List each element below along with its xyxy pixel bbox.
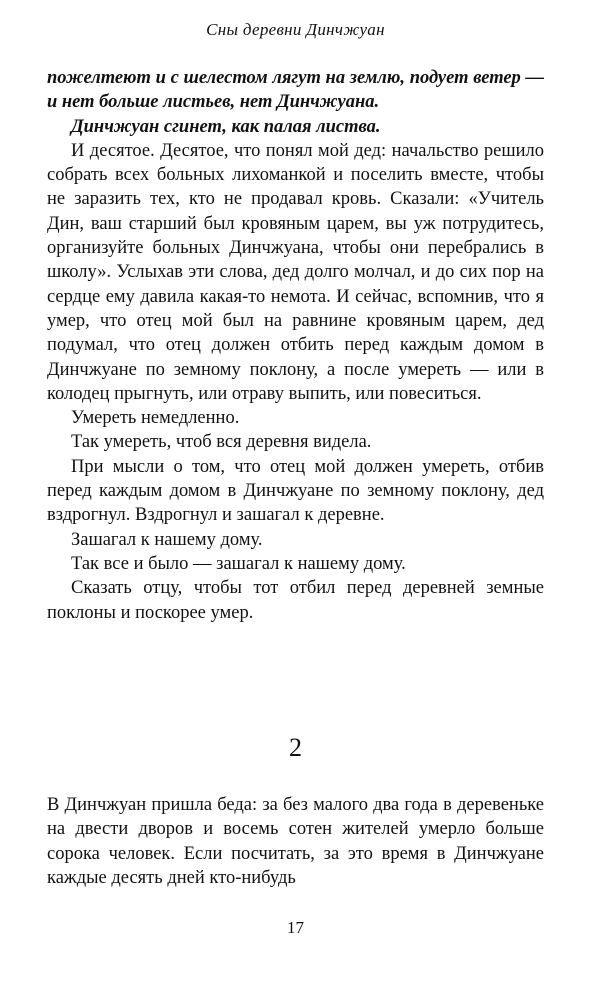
page-number: 17 [287, 918, 304, 937]
paragraph: Динчжуан сгинет, как палая листва. [71, 116, 381, 137]
paragraph: При мысли о том, что отец мой должен умереть, отбив перед каждым домом в Динчжуане по земному поклону, дед вздрогнул. Вздрогнул и зашагал к деревне. [47, 456, 544, 526]
running-head: Сны деревни Динчжуан [206, 20, 385, 39]
body-text [47, 66, 544, 625]
paragraph: Так умереть, чтоб вся деревня видела. [71, 432, 372, 453]
paragraph: В Динчжуан пришла беда: за без малого два года в деревеньке на двести дворов и восемь сотен жителей умерло больше сорока человек. Если посчитать, за это время в Динчжуане каждые десять дней кто-нибудь [47, 795, 544, 888]
paragraph: Умереть немедленно. [71, 408, 240, 429]
paragraph: Зашагал к нашему дому. [71, 529, 263, 550]
chapter-text [47, 793, 544, 890]
paragraph: И десятое. Десятое, что понял мой дед: начальство решило собрать всех больных лихоманкой и поселить вместе, чтобы не заразить тех, кто не продавал кровь. Сказали: «Учитель Дин, ваш старший был кровяным царем, вы уж потрудитесь, организуйте больных Динчжуана, чтобы они перебрались в школу». Услыхав эти слова, дед долго молчал, и до сих пор на сердце ему давила какая-то немота. И сейчас, вспомнив, что я умер, что отец мой был на равнине кровяным царем, дед подумал, что отец должен отбить перед каждым домом в Динчжуане по земному поклону, а после умереть — или в колодец прыгнуть, или отраву выпить, или повеситься. [47, 140, 544, 404]
paragraph: Так все и было — зашагал к нашему дому. [71, 553, 406, 574]
paragraph: Сказать отцу, чтобы тот отбил перед деревней земные поклоны и поскорее умер. [47, 578, 544, 623]
paragraph: пожелтеют и с шелестом лягут на землю, подует ветер — и нет больше листьев, нет Динчжуана. [47, 68, 544, 113]
chapter-number: 2 [289, 733, 302, 762]
